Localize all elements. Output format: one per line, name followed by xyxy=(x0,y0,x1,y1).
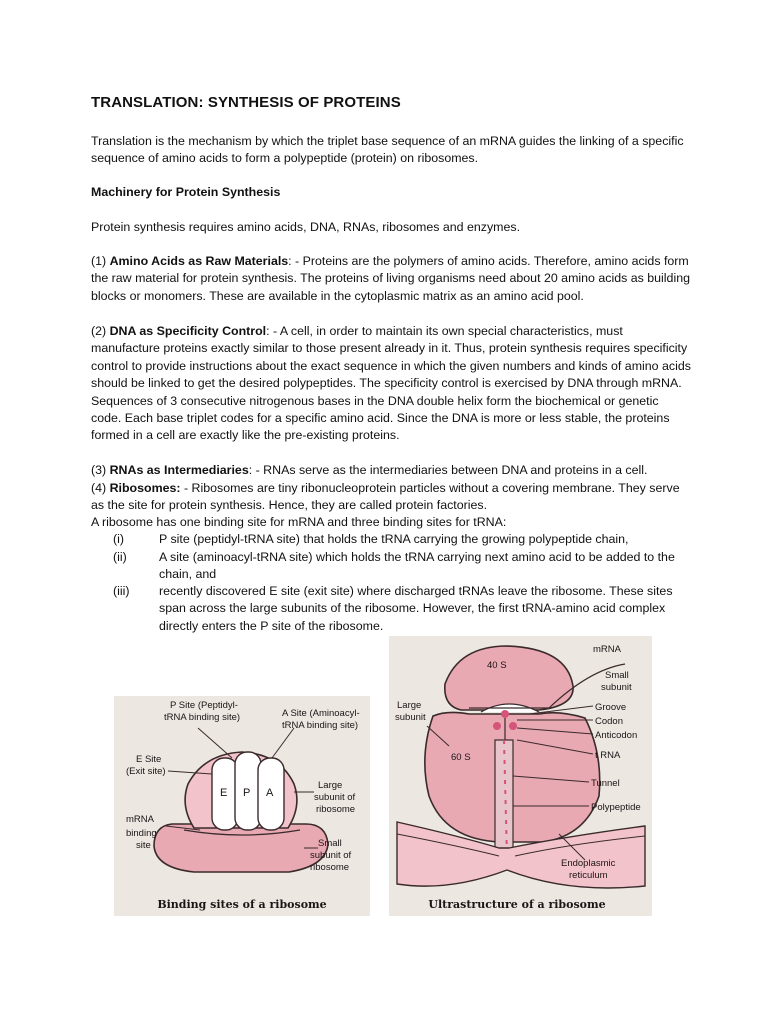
item-3: (3) RNAs as Intermediaries: - RNAs serve as the intermediaries between DNA and proteins in a cell. xyxy=(91,463,648,477)
a-site-label-2: tRNA binding site) xyxy=(282,720,359,731)
mrna-binding-label-2: binding xyxy=(126,828,157,839)
small-subunit-label-2: subunit of xyxy=(310,850,352,861)
figure-binding-sites xyxy=(114,696,370,916)
groove-label: Groove xyxy=(595,702,627,713)
small-subunit-label-3: ribosome xyxy=(310,862,350,873)
s60-label: 60 S xyxy=(451,752,471,763)
p-site-label-2: tRNA binding site) xyxy=(164,712,241,723)
large-subunit-label-b: subunit xyxy=(395,712,426,723)
section-heading: Machinery for Protein Synthesis xyxy=(91,185,281,199)
figure-right-caption: Ultrastructure of a ribosome xyxy=(428,898,606,911)
anticodon-label: Anticodon xyxy=(595,730,638,741)
polypeptide-label: Polypeptide xyxy=(591,802,641,813)
item-2: (2) DNA as Specificity Control: - A cell, in order to maintain its own special characteristics, must manufacture proteins exactly similar to those present already in it. Thus, protein synthesis requires specificity control to provide instructions about the exact sequence in which the given numbers and kinds of amino acids should be linked to get the desired polypeptides. The specificity control is exercised by DNA through mRNA. Sequences of 3 consecutive nitrogenous bases in the DNA double helix form the biochemical or genetic code. Each base triplet codes for a specific amino acid. Since the DNA is more or less stable, the proteins formed in a cell are exactly like the pre-existing proteins. xyxy=(91,324,691,443)
p-site-label: P Site (Peptidyl- xyxy=(170,700,238,711)
ultrastructure-diagram xyxy=(389,636,652,916)
figure-left-caption: Binding sites of a ribosome xyxy=(157,898,327,911)
tunnel-label: Tunnel xyxy=(591,778,620,789)
small-subunit-label-a: Small xyxy=(605,670,629,681)
tunnel xyxy=(495,740,513,852)
binding-sites-diagram xyxy=(114,696,370,916)
intro-paragraph: Translation is the mechanism by which the triplet base sequence of an mRNA guides the linking of a specific sequence of amino acids to form a polypeptide (protein) on ribosomes. xyxy=(91,134,684,166)
figure-ultrastructure xyxy=(389,636,652,916)
site-letter-e: E xyxy=(220,787,228,799)
er-label-a: Endoplasmic xyxy=(561,858,616,869)
small-subunit-label: Small xyxy=(318,838,342,849)
large-subunit-label-3: ribosome xyxy=(316,804,356,815)
mrna-label: mRNA xyxy=(593,644,621,655)
item-1: (1) Amino Acids as Raw Materials: - Proteins are the polymers of amino acids. Therefore, amino acids form the raw material for protein synthesis. The proteins of living organisms need about 20 amino acids as building blocks or monomers. These are available in the cytoplasmic matrix as an amino acid pool. xyxy=(91,254,690,303)
mrna-binding-label-3: site xyxy=(136,840,151,851)
item-4: (4) Ribosomes: - Ribosomes are tiny ribonucleoprotein particles without a covering membrane. They serve as the site for protein synthesis. Hence, they are called protein factories. xyxy=(91,481,680,513)
small-subunit-label-b: subunit xyxy=(601,682,632,693)
s40-label: 40 S xyxy=(487,660,507,671)
codon-label: Codon xyxy=(595,716,623,727)
site-letter-a: A xyxy=(266,787,274,799)
page-title: TRANSLATION: SYNTHESIS OF PROTEINS xyxy=(91,94,401,111)
large-subunit-label-a: Large xyxy=(397,700,422,711)
small-subunit-shape xyxy=(154,824,328,872)
large-subunit-label: Large xyxy=(318,780,343,791)
large-subunit-label-2: subunit of xyxy=(314,792,356,803)
e-site-label-2: (Exit site) xyxy=(126,766,166,777)
er-label-b: reticulum xyxy=(569,870,608,881)
mrna-binding-label: mRNA xyxy=(126,814,154,825)
site-letter-p: P xyxy=(243,787,251,799)
binding-intro: A ribosome has one binding site for mRNA and three binding sites for tRNA: xyxy=(91,515,507,529)
a-site-label: A Site (Aminoacyl- xyxy=(282,708,360,719)
trna-label: t RNA xyxy=(595,750,621,761)
requirements-paragraph: Protein synthesis requires amino acids, DNA, RNAs, ribosomes and enzymes. xyxy=(91,220,521,234)
e-site-label: E Site xyxy=(136,754,162,765)
